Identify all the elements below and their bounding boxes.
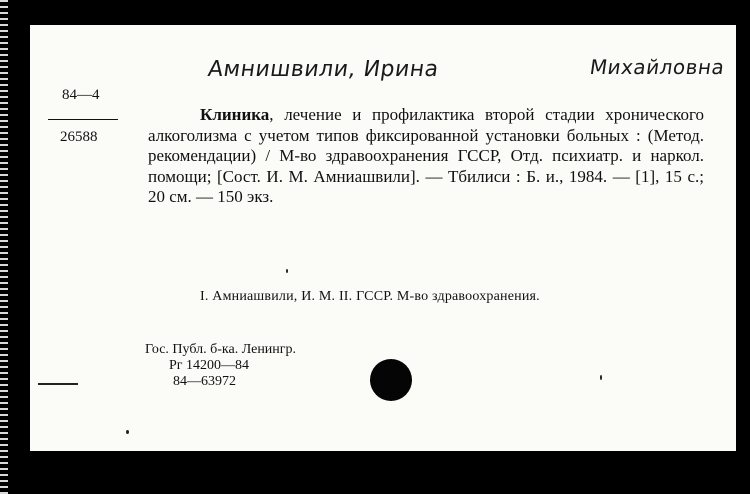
description-text: , лечение и профилактика второй стадии хронического алкоголизма с учетом типов фиксированной установки больных : (Метод. рекомендации) / М-во здравоохранения ГССР, Отд. психиатр. и наркол. помощи; [Сост. И. М. Амниашвили]. — Тбилиси : Б. и., 1984. — [1], 15 с.; 20 см. — 150 экз. (148, 105, 704, 206)
shelf-mark-top: 84—4 (62, 87, 100, 103)
shelf-mark-bottom: 26588 (60, 129, 98, 145)
ink-speck (126, 430, 129, 434)
title-lead-word: Клиника (200, 105, 270, 124)
library-stamp (145, 342, 296, 390)
library-name: Гос. Публ. б-ка. Ленингр. (145, 342, 297, 357)
ink-speck (600, 375, 602, 380)
catalog-card (30, 25, 736, 451)
handwritten-patronymic: Михайловна (588, 55, 727, 79)
tracing-line: I. Амниашвили, И. М. II. ГССР. М-во здравоохранения. (200, 289, 540, 304)
library-registry: Рг 14200—84 (169, 358, 250, 373)
bibliographic-description (148, 105, 704, 208)
ink-speck (38, 383, 78, 385)
shelf-divider (48, 119, 118, 120)
handwritten-author-name: Амнишвили, Ирина (206, 57, 441, 82)
library-number: 84—63972 (173, 374, 236, 389)
punch-hole (370, 359, 412, 401)
scan-edge (0, 0, 8, 494)
ink-speck (286, 269, 288, 273)
